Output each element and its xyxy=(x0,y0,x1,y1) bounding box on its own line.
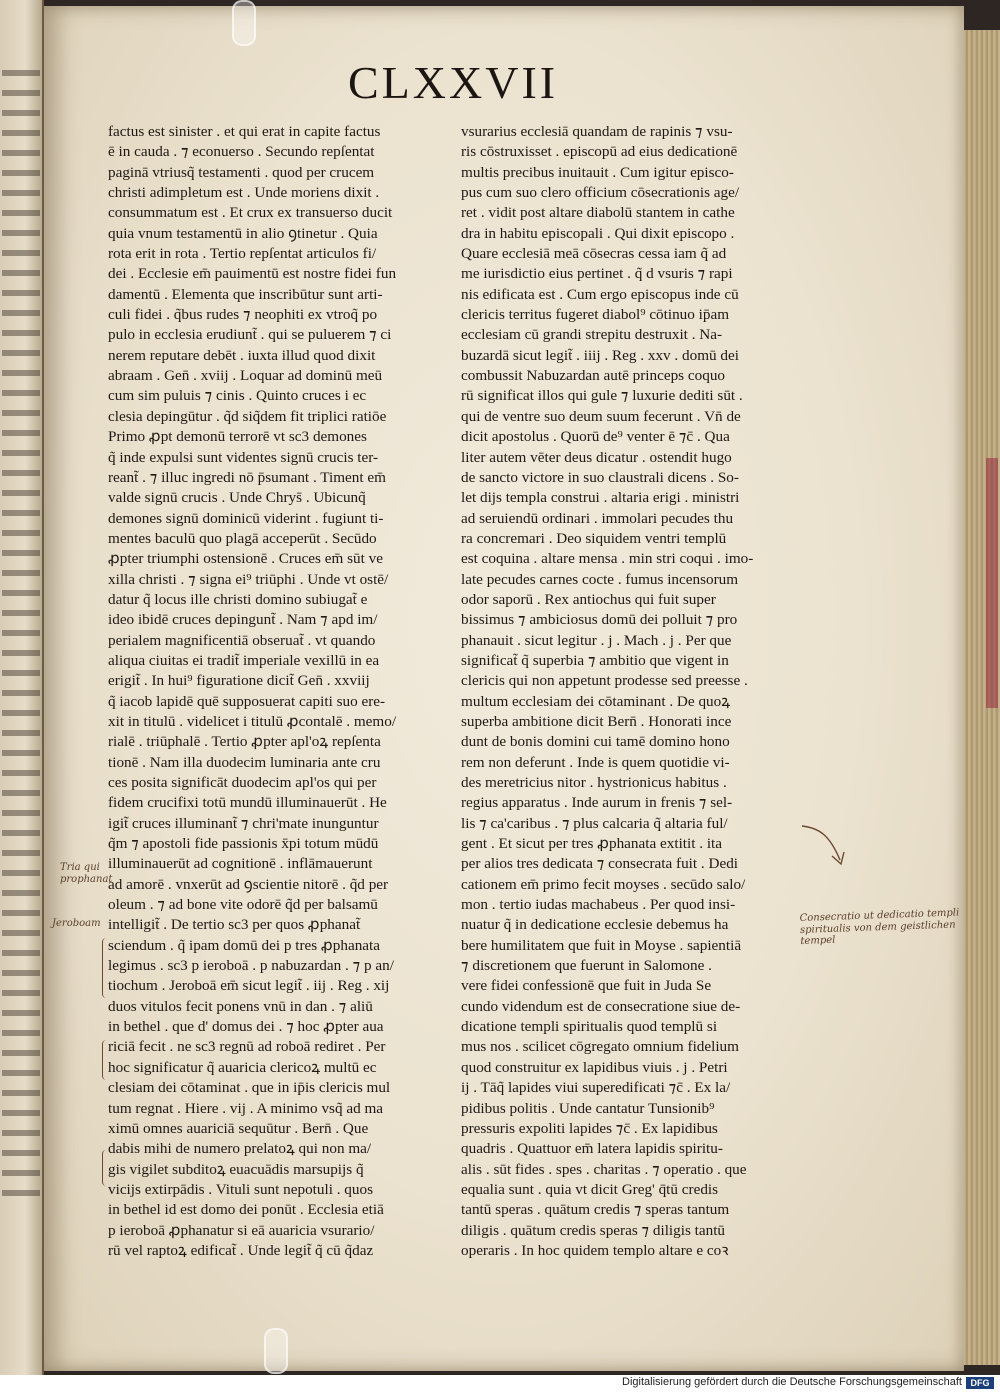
text-line: dicit apostolus . Quorū de⁹ venter ē ⁊c̄ . Qua xyxy=(461,428,730,446)
text-line: nuatur q̃ in dedicatione ecclesie debemus ha xyxy=(461,916,729,934)
text-line: rota erit in rota . Tertio repſentat articulos fi/ xyxy=(108,245,377,263)
text-line: aliqua ciuitas ei tradit̃ imperiale vexillū in ea xyxy=(108,651,380,669)
text-line: dabis mihi de numero prelatoꝝ qui non ma/ xyxy=(108,1140,372,1158)
margin-note-right: Consecratio ut dedicatio templi spiritualis von dem geistlichen tempel xyxy=(799,907,960,947)
text-line: per alios tres dedicata ⁊ consecrata fuit . Dedi xyxy=(461,855,739,873)
text-line: cum sim puluis ⁊ cinis . Quinto cruces i ec xyxy=(108,387,367,405)
text-line: odor saporū . Rex antiochus qui fuit super xyxy=(461,590,716,608)
text-line: clericis territus fugeret diabol⁹ cōtinuo ip̄am xyxy=(461,306,730,324)
page-clip-bottom xyxy=(264,1328,288,1374)
text-line: vicijs extirpādis . Vituli sunt nepotuli . quos xyxy=(108,1180,374,1198)
text-line: duos vitulos fecit ponens vnū in dan . ⁊ aliū xyxy=(108,997,373,1015)
text-line: pressuris expoliti lapides ⁊c̄ . Ex lapidibus xyxy=(461,1119,718,1137)
text-line: valde signū crucis . Unde Chrys̄ . Ubicunq̃ xyxy=(108,489,366,507)
text-line: oleum . ⁊ ad bone vite odorē q̃d per balsamū xyxy=(108,896,378,914)
text-line: vere fidei confessionē que fuit in Juda Se xyxy=(461,977,712,995)
text-line: liter autem vēter deus dicatur . ostendit hugo xyxy=(461,448,732,466)
text-line: cundo videndum est de consecratione siue de- xyxy=(461,997,741,1015)
margin-bracket xyxy=(102,1040,111,1080)
text-line: rem non deferunt . Inde is quem quotidie vi- xyxy=(461,753,730,771)
text-line: in bethel . que d' domus dei . ⁊ hoc ꝓpter aua xyxy=(108,1018,384,1036)
text-line: gis vigilet subditoꝝ euacuādis marsupijs q̃ xyxy=(108,1160,364,1178)
text-line: erigit̃ . In hui⁹ figuratione dicit̃ Gen̄ . xxviij xyxy=(108,672,370,690)
text-line: quadris . Quattuor em̄ latera lapidis spiritu- xyxy=(461,1140,723,1158)
text-line: xilla christi . ⁊ signa ei⁹ triūphi . Unde vt ostē/ xyxy=(108,570,389,588)
text-line: nerem reputare debēt . iuxta illud quod dixit xyxy=(108,346,376,364)
text-line: ad seruiendū ordinari . immolari pecudes thu xyxy=(461,509,734,527)
text-line: tum regnat . Hiere . vij . A minimo vsq̃ ad ma xyxy=(108,1099,384,1117)
folio-number: CLXXVII xyxy=(348,57,559,108)
red-bookmark-stain xyxy=(986,458,998,708)
text-line: legimus . sc3 p ieroboā . p nabuzardan . ⁊ p an/ xyxy=(108,957,394,975)
text-line: bere humilitatem que fuit in Moyse . sapientiā xyxy=(461,936,742,954)
text-line: ideo ibidē cruces depingunt̃ . Nam ⁊ apd im/ xyxy=(108,611,378,629)
text-line: rū significat illos qui gule ⁊ luxurie dediti sūt . xyxy=(461,387,743,405)
text-line: regius apparatus . Inde aurum in frenis ⁊ sel- xyxy=(461,794,733,812)
dfg-logo: DFG xyxy=(966,1377,994,1389)
text-line: dicatione templi spiritualis quod templū si xyxy=(461,1018,718,1036)
text-line: tantū speras . quātum credis ⁊ speras tantum xyxy=(461,1201,730,1219)
text-line: multis precibus inuitauit . Cum igitur episco- xyxy=(461,163,734,181)
text-line: combussit Nabuzardan autē princeps coquo xyxy=(461,367,726,385)
text-line: dei . Ecclesie em̄ pauimentū est nostre fidei fun xyxy=(108,265,397,283)
text-line: pidibus politis . Unde cantatur Tunsionib⁹ xyxy=(461,1099,715,1117)
text-line: ecclesiam cū grandi strepitu destruxit . Na- xyxy=(461,326,723,344)
text-line: quod construitur ex lapidibus viuis . j . Petri xyxy=(461,1058,728,1076)
text-line: lis ⁊ ca'caribus . ⁊ plus calcaria q̃ altaria ful/ xyxy=(461,814,728,832)
text-line: ra concremari . Deo siquidem ventri templū xyxy=(461,529,727,547)
text-line: dra in habitu episcopali . Qui dixit episcopo . xyxy=(461,224,735,242)
text-line: fidem crucifixi totū mundū illuminauerūt . He xyxy=(108,794,387,812)
text-line: mon . tertio iudas machabeus . Per quod insi- xyxy=(461,896,736,914)
text-line: culi fidei . q̃bus rudes ⁊ neophiti ex vtroq̃ po xyxy=(108,306,378,324)
text-line: mentes baculū quo plagā acceperūt . Secūdo xyxy=(108,529,377,547)
text-line: gent . Et sicut per tres ꝓphanata extitit . ita xyxy=(461,835,723,853)
text-line: consummatum est . Et crux ex transuerso ducit xyxy=(108,204,393,222)
text-line: christi adimpletum est . Unde moriens dixit . xyxy=(108,184,380,202)
text-line: equalia sunt . quia vt dicit Greg' q̄tū credis xyxy=(461,1180,719,1198)
text-column-right xyxy=(461,122,791,1261)
text-line: est coquina . altare mensa . min stri coqui . imo- xyxy=(461,550,754,568)
margin-note-left-lower: Jeroboam xyxy=(52,918,101,929)
text-line: ximū omnes auariciā sequūtur . Bern̄ . Que xyxy=(108,1119,369,1137)
text-line: rū vel raptoꝝ edificat̃ . Unde legit̃ q̃ cū q̃daz xyxy=(108,1241,374,1259)
text-line: vsurarius ecclesiā quandam de rapinis ⁊ vsu- xyxy=(461,123,733,140)
text-line: Quare ecclesiā meā cōsecras cessa iam q̃ ad xyxy=(461,245,727,263)
text-line: q̃m ⁊ apostoli fide passionis x̄pi totum mūdū xyxy=(108,835,379,853)
text-line: qui de ventre suo deum suum fecerunt . Vn̄ de xyxy=(461,407,741,425)
margin-note-left-upper: Tria qui prophanat xyxy=(60,862,113,885)
text-line: cationem em̄ primo fecit moyses . secūdo salo/ xyxy=(461,875,746,893)
text-line: rialē . triūphalē . Tertio ꝓpter apl'oꝝ repſenta xyxy=(108,733,381,751)
text-line: q̃ iacob lapidē quē supposuerat capiti suo ere- xyxy=(108,692,386,710)
text-line: operaris . In hoc quidem templo altare e coꝛ xyxy=(461,1241,729,1259)
text-line: ⁊ discretionem que fuerunt in Salomone . xyxy=(461,957,712,975)
text-line: diligis . quātum credis speras ⁊ diligis tantū xyxy=(461,1221,726,1239)
text-line: reant̃ . ⁊ illuc ingredi nō p̄sumant . Timent em̄ xyxy=(108,468,386,486)
footer-bar xyxy=(0,1375,1000,1392)
text-line: me iurisdictio eius pertinet . q̃ d vsuris ⁊ rapi xyxy=(461,265,733,283)
margin-bracket xyxy=(102,1150,111,1186)
text-line: ret . vidit post altare diabolū stantem in cathe xyxy=(461,204,735,222)
text-line: dunt de bonis domini cui tamē domino hono xyxy=(461,733,730,751)
text-line: perialem magnificentiā obseruat̃ . vt quando xyxy=(108,631,376,649)
text-line: multum ecclesiam dei cōtaminant . De quoꝝ xyxy=(461,692,730,710)
text-line: ces posita significāt duodecim apl'os qui per xyxy=(108,774,377,791)
text-line: sciendum . q̃ ipam domū dei p tres ꝓphanata xyxy=(108,936,380,954)
text-line: ij . Tāq̃ lapides viui superedificati ⁊c̄ . Ex la/ xyxy=(461,1079,731,1097)
text-line: q̃ inde expulsi sunt videntes signū crucis ter- xyxy=(108,448,379,466)
text-line: demones signū dominicū viderint . fugiunt ti- xyxy=(108,509,384,527)
text-line: superba ambitione dicit Bern̄ . Honorati ince xyxy=(461,712,732,730)
text-line: xit in titulū . videlicet i titulū ꝓcontalē . memo/ xyxy=(108,712,397,730)
text-line: abraam . Gen̄ . xviij . Loquar ad dominū meū xyxy=(108,367,383,385)
text-line: hoc significatur q̃ auaricia clericoꝝ multū ec xyxy=(108,1058,377,1076)
text-line: nis edificata est . Cum ergo episcopus inde cū xyxy=(461,285,739,303)
text-line: ē in cauda . ⁊ econuerso . Secundo repſentat xyxy=(108,143,375,161)
text-line: illuminauerūt ad cognitionē . inflāmauerunt xyxy=(108,855,373,873)
left-page-text-strip xyxy=(2,70,40,1210)
text-line: pulo in ecclesia erudiunt̃ . qui se puluerem ⁊ ci xyxy=(108,326,392,344)
text-line: damentū . Elementa que inscribūtur sunt arti- xyxy=(108,285,383,303)
margin-arrow-icon xyxy=(800,822,860,870)
text-line: intelligit̃ . De tertio sc3 per quos ꝓphanat̃ xyxy=(108,916,361,934)
text-line: ad amorē . vnxerūt ad ꝯscientie nitorē . q̃d per xyxy=(108,875,389,893)
text-line: tionē . Nam illa duodecim luminaria ante cru xyxy=(108,753,381,771)
text-line: paginā vtriusq̃ testamenti . quod per crucem xyxy=(108,163,375,181)
text-line: Primo ꝓpt demonū terrorē vt sc3 demones xyxy=(108,428,367,446)
text-line: datur q̃ locus ille christi domino subiugat̃ e xyxy=(108,590,368,608)
text-line: factus est sinister . et qui erat in capite factus xyxy=(108,123,381,140)
text-line: clesiam dei cōtaminat . que in ip̄is clericis mul xyxy=(108,1079,391,1097)
text-line: ꝓpter triumphi ostensionē . Cruces em̄ sūt ve xyxy=(108,550,383,568)
margin-bracket xyxy=(102,938,111,998)
text-line: buzardā sicut legit̃ . iiij . Reg . xxv . domū dei xyxy=(461,346,739,364)
text-line: p ieroboā ꝓphanatur si eā auaricia vsurario/ xyxy=(108,1221,375,1239)
footer-credit: Digitalisierung gefördert durch die Deutsche Forschungsgemeinschaft xyxy=(622,1376,962,1388)
text-line: de sancto victore in suo claustrali dicens . So- xyxy=(461,468,739,486)
text-line: in bethel id est domo dei ponūt . Ecclesia etiā xyxy=(108,1201,384,1219)
text-line: riciā fecit . ne sc3 regnū ad roboā rediret . Per xyxy=(108,1038,386,1056)
text-line: ris cōstruxisset . episcopū ad eius dedicationē xyxy=(461,143,738,161)
text-line: mus nos . scilicet cōgregato omnium fidelium xyxy=(461,1038,739,1056)
text-line: quia vnum testamentū in alio ꝯtinetur . Quia xyxy=(108,224,378,242)
text-line: clesia depingūtur . q̃d siq̃dem fit triplici ratiōe xyxy=(108,407,387,425)
text-line: des meretricius nitor . hystrionicus habitus . xyxy=(461,774,727,791)
text-column-left xyxy=(108,122,444,1261)
text-line: tiochum . Jeroboā em̄ sicut legit̃ . iij . Reg . xij xyxy=(108,977,390,995)
text-line: bissimus ⁊ ambiciosus domū dei polluit ⁊ pro xyxy=(461,611,738,629)
text-line: alis . sūt fides . spes . charitas . ⁊ operatio . que xyxy=(461,1160,747,1178)
left-page-edge xyxy=(0,0,44,1375)
text-line: phanauit . sicut legitur . j . Mach . j . Per que xyxy=(461,631,732,649)
text-line: igit̃ cruces illuminant̃ ⁊ chri'mate inunguntur xyxy=(108,814,379,832)
page-clip-top xyxy=(232,0,256,46)
text-line: let dijs templa construi . altaria erigi . ministri xyxy=(461,489,740,507)
text-line: clericis qui non appetunt prodesse sed preesse . xyxy=(461,672,748,690)
text-line: late pecudes carnes cocte . fumus incensorum xyxy=(461,570,739,588)
text-line: significat̃ q̃ superbia ⁊ ambitio que vigent in xyxy=(461,651,729,669)
text-line: pus cum suo clero officium cōsecrationis age/ xyxy=(461,184,740,202)
